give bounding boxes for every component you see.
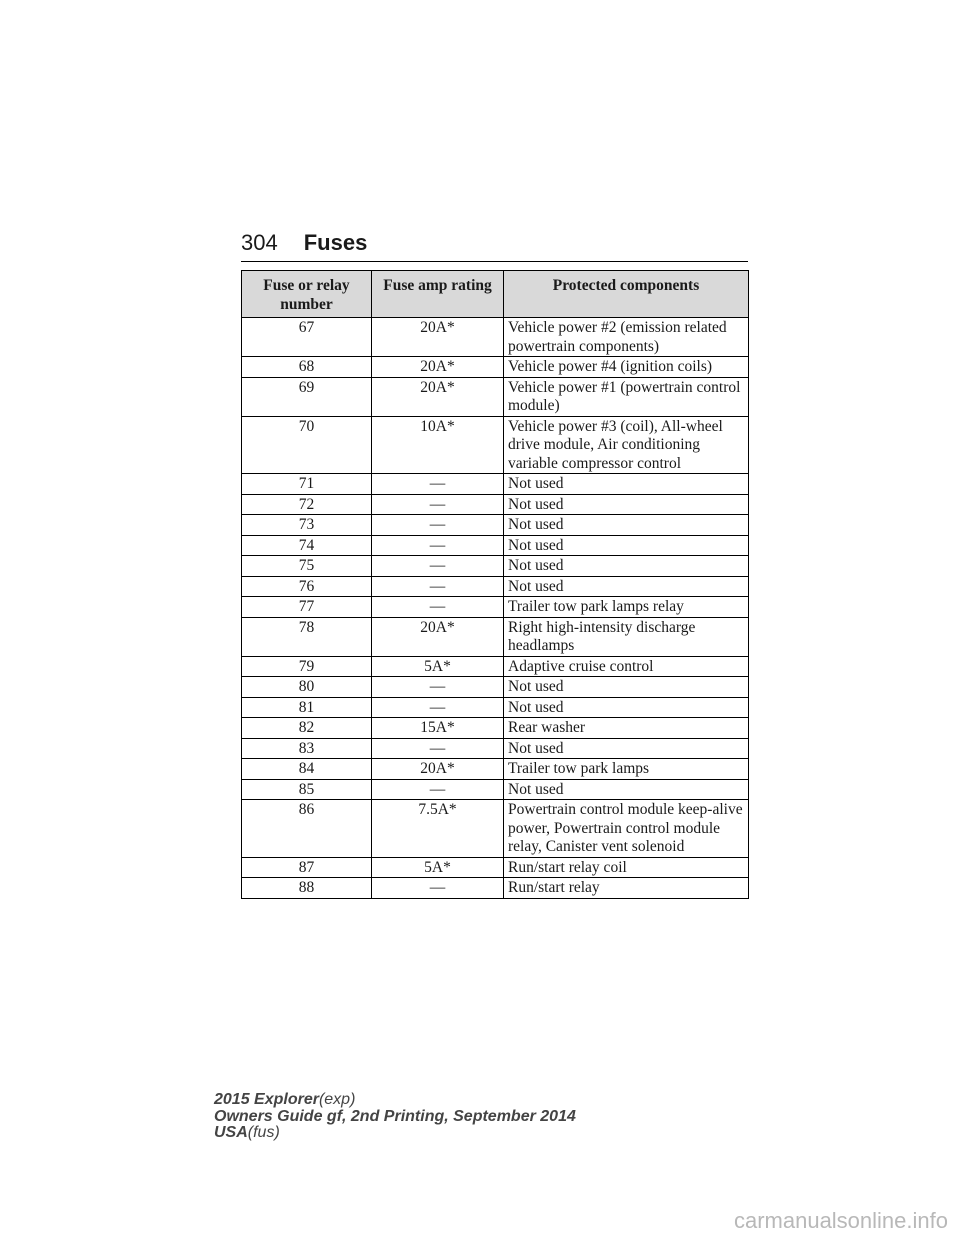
protected-component-cell: Vehicle power #3 (coil), All-wheel drive module, Air conditioning variable compressor control [504, 416, 749, 474]
fuse-rating-cell: 10A* [372, 416, 504, 474]
fuse-number-cell: 73 [242, 515, 372, 536]
footer-line-1 [214, 1092, 576, 1109]
protected-component-cell: Not used [504, 556, 749, 577]
table-row [242, 556, 749, 577]
header-rule [241, 261, 748, 262]
fuse-number-cell: 67 [242, 318, 372, 357]
fuse-number-cell: 80 [242, 677, 372, 698]
fuse-number-cell: 78 [242, 617, 372, 656]
fuse-number-cell: 74 [242, 535, 372, 556]
fuse-number-cell: 79 [242, 656, 372, 677]
fuse-rating-cell: 20A* [372, 759, 504, 780]
table-row [242, 656, 749, 677]
fuse-rating-cell: 7.5A* [372, 800, 504, 858]
fuse-rating-cell: — [372, 697, 504, 718]
fuse-rating-cell: 20A* [372, 318, 504, 357]
fuse-rating-cell: 20A* [372, 617, 504, 656]
fuse-number-cell: 71 [242, 474, 372, 495]
fuse-rating-cell: — [372, 738, 504, 759]
fuse-number-cell: 72 [242, 494, 372, 515]
page-number: 304 [241, 230, 278, 255]
fuse-number-cell: 86 [242, 800, 372, 858]
fuse-rating-cell: — [372, 515, 504, 536]
protected-component-cell: Not used [504, 779, 749, 800]
header-fuse-rating: Fuse amp rating [372, 271, 504, 318]
table-row [242, 494, 749, 515]
fuse-rating-cell: 20A* [372, 357, 504, 378]
table-row [242, 357, 749, 378]
protected-component-cell: Not used [504, 738, 749, 759]
protected-component-cell: Vehicle power #2 (emission related powertrain components) [504, 318, 749, 357]
fuse-number-cell: 75 [242, 556, 372, 577]
protected-component-cell: Vehicle power #4 (ignition coils) [504, 357, 749, 378]
footer-line-3 [214, 1125, 576, 1142]
fuse-number-cell: 88 [242, 878, 372, 899]
protected-component-cell: Trailer tow park lamps relay [504, 597, 749, 618]
table-row [242, 597, 749, 618]
table-row [242, 779, 749, 800]
protected-component-cell: Right high-intensity discharge headlamps [504, 617, 749, 656]
fuse-table [241, 270, 749, 899]
fuse-rating-cell: 5A* [372, 656, 504, 677]
fuse-rating-cell: 5A* [372, 857, 504, 878]
table-row [242, 857, 749, 878]
fuse-number-cell: 85 [242, 779, 372, 800]
table-row [242, 617, 749, 656]
fuse-number-cell: 83 [242, 738, 372, 759]
protected-component-cell: Rear washer [504, 718, 749, 739]
fuse-rating-cell: — [372, 494, 504, 515]
fuse-rating-cell: 15A* [372, 718, 504, 739]
fuse-number-cell: 69 [242, 377, 372, 416]
table-row [242, 759, 749, 780]
footer-line-2: Owners Guide gf, 2nd Printing, September 2014 [214, 1107, 576, 1125]
fuse-rating-cell: — [372, 535, 504, 556]
fuse-number-cell: 76 [242, 576, 372, 597]
fuse-number-cell: 77 [242, 597, 372, 618]
footer-market-code: (fus) [247, 1124, 280, 1141]
header-fuse-number: Fuse or relay number [242, 271, 372, 318]
table-row [242, 878, 749, 899]
protected-component-cell: Not used [504, 535, 749, 556]
document-footer [214, 1092, 576, 1142]
page-header [241, 230, 748, 256]
protected-component-cell: Vehicle power #1 (powertrain control module) [504, 377, 749, 416]
table-row [242, 576, 749, 597]
table-row [242, 318, 749, 357]
protected-component-cell: Not used [504, 677, 749, 698]
fuse-number-cell: 87 [242, 857, 372, 878]
fuse-rating-cell: — [372, 677, 504, 698]
fuse-rating-cell: — [372, 474, 504, 495]
table-row [242, 377, 749, 416]
table-row [242, 697, 749, 718]
protected-component-cell: Not used [504, 474, 749, 495]
protected-component-cell: Not used [504, 576, 749, 597]
fuse-number-cell: 81 [242, 697, 372, 718]
table-row [242, 677, 749, 698]
fuse-number-cell: 68 [242, 357, 372, 378]
fuse-rating-cell: — [372, 576, 504, 597]
footer-model: 2015 Explorer [214, 1091, 319, 1108]
fuse-number-cell: 82 [242, 718, 372, 739]
protected-component-cell: Run/start relay coil [504, 857, 749, 878]
section-title: Fuses [303, 230, 368, 255]
table-row [242, 800, 749, 858]
footer-model-code: (exp) [318, 1091, 356, 1108]
fuse-rating-cell: — [372, 556, 504, 577]
table-row [242, 718, 749, 739]
protected-component-cell: Run/start relay [504, 878, 749, 899]
table-header-row [242, 271, 749, 318]
protected-component-cell: Adaptive cruise control [504, 656, 749, 677]
table-row [242, 535, 749, 556]
table-row [242, 474, 749, 495]
header-protected-components: Protected components [504, 271, 749, 318]
protected-component-cell: Powertrain control module keep-alive power, Powertrain control module relay, Canister vent solenoid [504, 800, 749, 858]
protected-component-cell: Not used [504, 494, 749, 515]
protected-component-cell: Trailer tow park lamps [504, 759, 749, 780]
protected-component-cell: Not used [504, 697, 749, 718]
fuse-number-cell: 70 [242, 416, 372, 474]
fuse-number-cell: 84 [242, 759, 372, 780]
table-row [242, 738, 749, 759]
fuse-rating-cell: 20A* [372, 377, 504, 416]
table-row [242, 515, 749, 536]
fuse-rating-cell: — [372, 779, 504, 800]
fuse-rating-cell: — [372, 597, 504, 618]
fuse-rating-cell: — [372, 878, 504, 899]
table-row [242, 416, 749, 474]
footer-market: USA [214, 1124, 248, 1141]
protected-component-cell: Not used [504, 515, 749, 536]
fuse-table-body [242, 318, 749, 899]
watermark: carmanualsonline.info [733, 1208, 948, 1233]
